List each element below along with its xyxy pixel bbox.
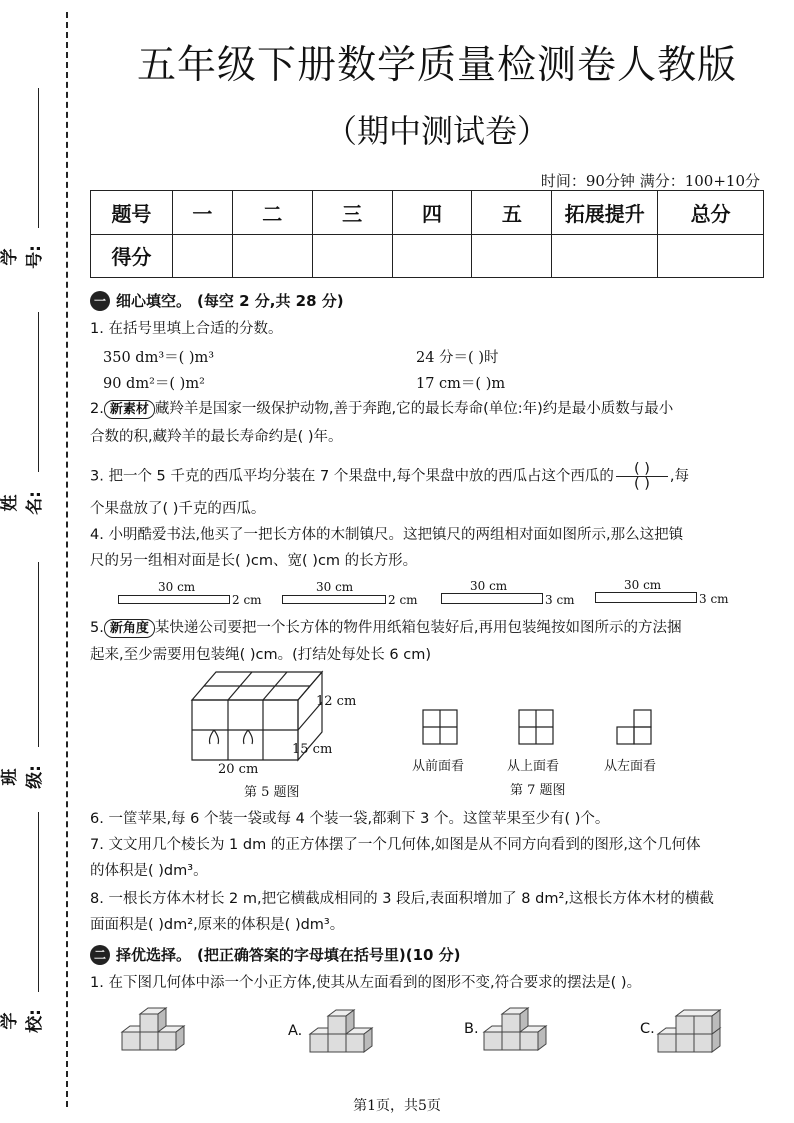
- s2-option-a[interactable]: A.: [288, 1023, 303, 1039]
- section1-note: (每空 2 分,共 28 分): [197, 292, 344, 310]
- q3-fraction-top: ( ): [616, 462, 668, 477]
- q4-rect2-width: 2 cm: [388, 593, 418, 607]
- q1-blank-c: 90 dm²＝( )m²: [103, 376, 205, 392]
- q2-line2: 合数的积,藏羚羊的最长寿命约是( )年。: [90, 429, 343, 445]
- s2-option-b-figure: [482, 1002, 554, 1054]
- binding-dashed-line: [66, 12, 68, 1107]
- q1-stem: 1. 在括号里填上合适的分数。: [90, 321, 283, 337]
- s2-option-a-figure: [306, 1000, 378, 1056]
- page-title: 五年级下册数学质量检测卷人教版: [136, 43, 737, 88]
- q4-rect4-length: 30 cm: [624, 578, 662, 592]
- q3-fraction-bottom: ( ): [633, 476, 650, 492]
- s2-q1-line: 1. 在下图几何体中添一个小正方体,使其从左面看到的图形不变,符合要求的摆法是( )。: [90, 975, 642, 991]
- q7-front-view: [422, 709, 458, 745]
- q4-rect3-length: 30 cm: [470, 579, 508, 593]
- q5-line1: 5. 新角度 某快递公司要把一个长方体的物件用纸箱包装好后,再用包装绳按如图所示的方法捆: [90, 620, 682, 636]
- q1-blank-b: 24 分＝( )时: [416, 350, 499, 366]
- q2-tag: 新素材: [104, 400, 155, 419]
- s2-option-c-figure: [656, 1000, 726, 1056]
- score-cell[interactable]: [172, 234, 232, 278]
- q7-top-view: [518, 709, 554, 745]
- q4-rect2: [282, 595, 386, 604]
- q2-text1: 藏羚羊是国家一级保护动物,善于奔跑,它的最长寿命(单位:年)约是最小质数与最小: [154, 401, 674, 417]
- q8-line1: 8. 一根长方体木材长 2 m,把它横截成相同的 3 段后,表面积增加了 8 dm²,这根长方体木材的横截: [90, 891, 714, 907]
- q4-rect4-width: 3 cm: [699, 592, 729, 606]
- score-row-label: 得分: [91, 234, 173, 278]
- q3-line1: [90, 462, 689, 491]
- score-header-cell: 四: [392, 191, 472, 235]
- score-cell[interactable]: [552, 234, 658, 278]
- q4-rect4: [595, 592, 697, 603]
- score-header-cell: 五: [472, 191, 552, 235]
- score-table: [90, 190, 764, 278]
- score-table-score-row: [91, 234, 764, 278]
- q5-line2: 起来,至少需要用包装绳( )cm。(打结处每处长 6 cm): [90, 647, 431, 663]
- score-header-cell: 二: [232, 191, 312, 235]
- q7-front-label: 从前面看: [412, 759, 465, 774]
- school-label: 学校:: [0, 1009, 45, 1033]
- score-header-cell: 拓展提升: [552, 191, 658, 235]
- section2-note: (把正确答案的字母填在括号里)(10 分): [197, 946, 461, 964]
- q7-top-label: 从上面看: [507, 759, 560, 774]
- q5-dim-width: 15 cm: [292, 742, 333, 757]
- score-cell[interactable]: [472, 234, 552, 278]
- class-blank: [38, 562, 39, 747]
- s2-option-c[interactable]: C.: [640, 1021, 655, 1037]
- q5-dim-length: 20 cm: [218, 762, 259, 777]
- score-header-cell: 一: [172, 191, 232, 235]
- score-cell[interactable]: [312, 234, 392, 278]
- score-cell[interactable]: [392, 234, 472, 278]
- q8-line2: 面面积是( )dm²,原来的体积是( )dm³。: [90, 917, 345, 933]
- time-info: 时间：90分钟 满分：100+10分: [540, 172, 760, 190]
- q1-blank-a: 350 dm³＝( )m³: [103, 350, 215, 366]
- s2-option-b[interactable]: B.: [464, 1021, 479, 1037]
- score-header-cell: 总分: [658, 191, 764, 235]
- score-header-cell: 三: [312, 191, 392, 235]
- class-label: 班级:: [0, 765, 45, 789]
- s2-q1-original-figure: [120, 1002, 190, 1054]
- q3-fraction: [616, 462, 668, 491]
- score-table-header-row: [91, 191, 764, 235]
- q5-box-figure: [186, 668, 356, 780]
- q4-rect1: [118, 595, 230, 604]
- q3-text1-end: ,每: [669, 468, 689, 485]
- q7-left-label: 从左面看: [604, 759, 657, 774]
- name-label: 姓名:: [0, 491, 45, 515]
- q5-caption: 第 5 题图: [244, 785, 300, 800]
- q3-text1: 3. 把一个 5 千克的西瓜平均分装在 7 个果盘中,每个果盘中放的西瓜占这个西瓜的: [90, 468, 614, 485]
- school-blank: [38, 812, 39, 992]
- student-id-blank: [38, 88, 39, 228]
- student-id-label: 学号:: [0, 245, 45, 269]
- q3-line2: 个果盘放了( )千克的西瓜。: [90, 501, 266, 517]
- q1-blank-d: 17 cm＝( )m: [416, 376, 506, 392]
- score-cell[interactable]: [658, 234, 764, 278]
- score-header-cell: 题号: [91, 191, 173, 235]
- q4-line2: 尺的另一组相对面是长( )cm、宽( )cm 的长方形。: [90, 553, 418, 569]
- section1-heading: [90, 290, 344, 311]
- q4-rect3-width: 3 cm: [545, 593, 575, 607]
- page-subtitle: （期中测试卷）: [324, 112, 549, 150]
- q4-rect1-width: 2 cm: [232, 593, 262, 607]
- name-blank: [38, 312, 39, 472]
- q4-rect2-length: 30 cm: [316, 580, 354, 594]
- q5-dim-height: 12 cm: [316, 694, 357, 709]
- q5-text1: 某快递公司要把一个长方体的物件用纸箱包装好后,再用包装绳按如图所示的方法捆: [154, 620, 682, 636]
- q2-line1: 2. 新素材 藏羚羊是国家一级保护动物,善于奔跑,它的最长寿命(单位:年)约是最小质数与最小: [90, 401, 674, 417]
- q7-line2: 的体积是( )dm³。: [90, 863, 208, 879]
- q4-rect3: [441, 593, 543, 604]
- q7-line1: 7. 文文用几个棱长为 1 dm 的正方体摆了一个几何体,如图是从不同方向看到的图形,这个几何体: [90, 837, 701, 853]
- q6-line: 6. 一筐苹果,每 6 个装一袋或每 4 个装一袋,都剩下 3 个。这筐苹果至少有( )个。: [90, 811, 610, 827]
- q7-caption: 第 7 题图: [510, 783, 566, 798]
- section2-title: 择优选择。: [116, 946, 192, 964]
- q7-left-view: [616, 709, 652, 745]
- section1-title: 细心填空。: [116, 292, 192, 310]
- page-footer: 第1页，共5页: [353, 1098, 441, 1114]
- q5-tag: 新角度: [104, 619, 155, 638]
- q4-rect1-length: 30 cm: [158, 580, 196, 594]
- section2-heading: [90, 944, 461, 965]
- section2-number: 二: [90, 945, 110, 965]
- score-cell[interactable]: [232, 234, 312, 278]
- section1-number: 一: [90, 291, 110, 311]
- q4-line1: 4. 小明酷爱书法,他买了一把长方体的木制镇尺。这把镇尺的两组相对面如图所示,那么这把镇: [90, 527, 684, 543]
